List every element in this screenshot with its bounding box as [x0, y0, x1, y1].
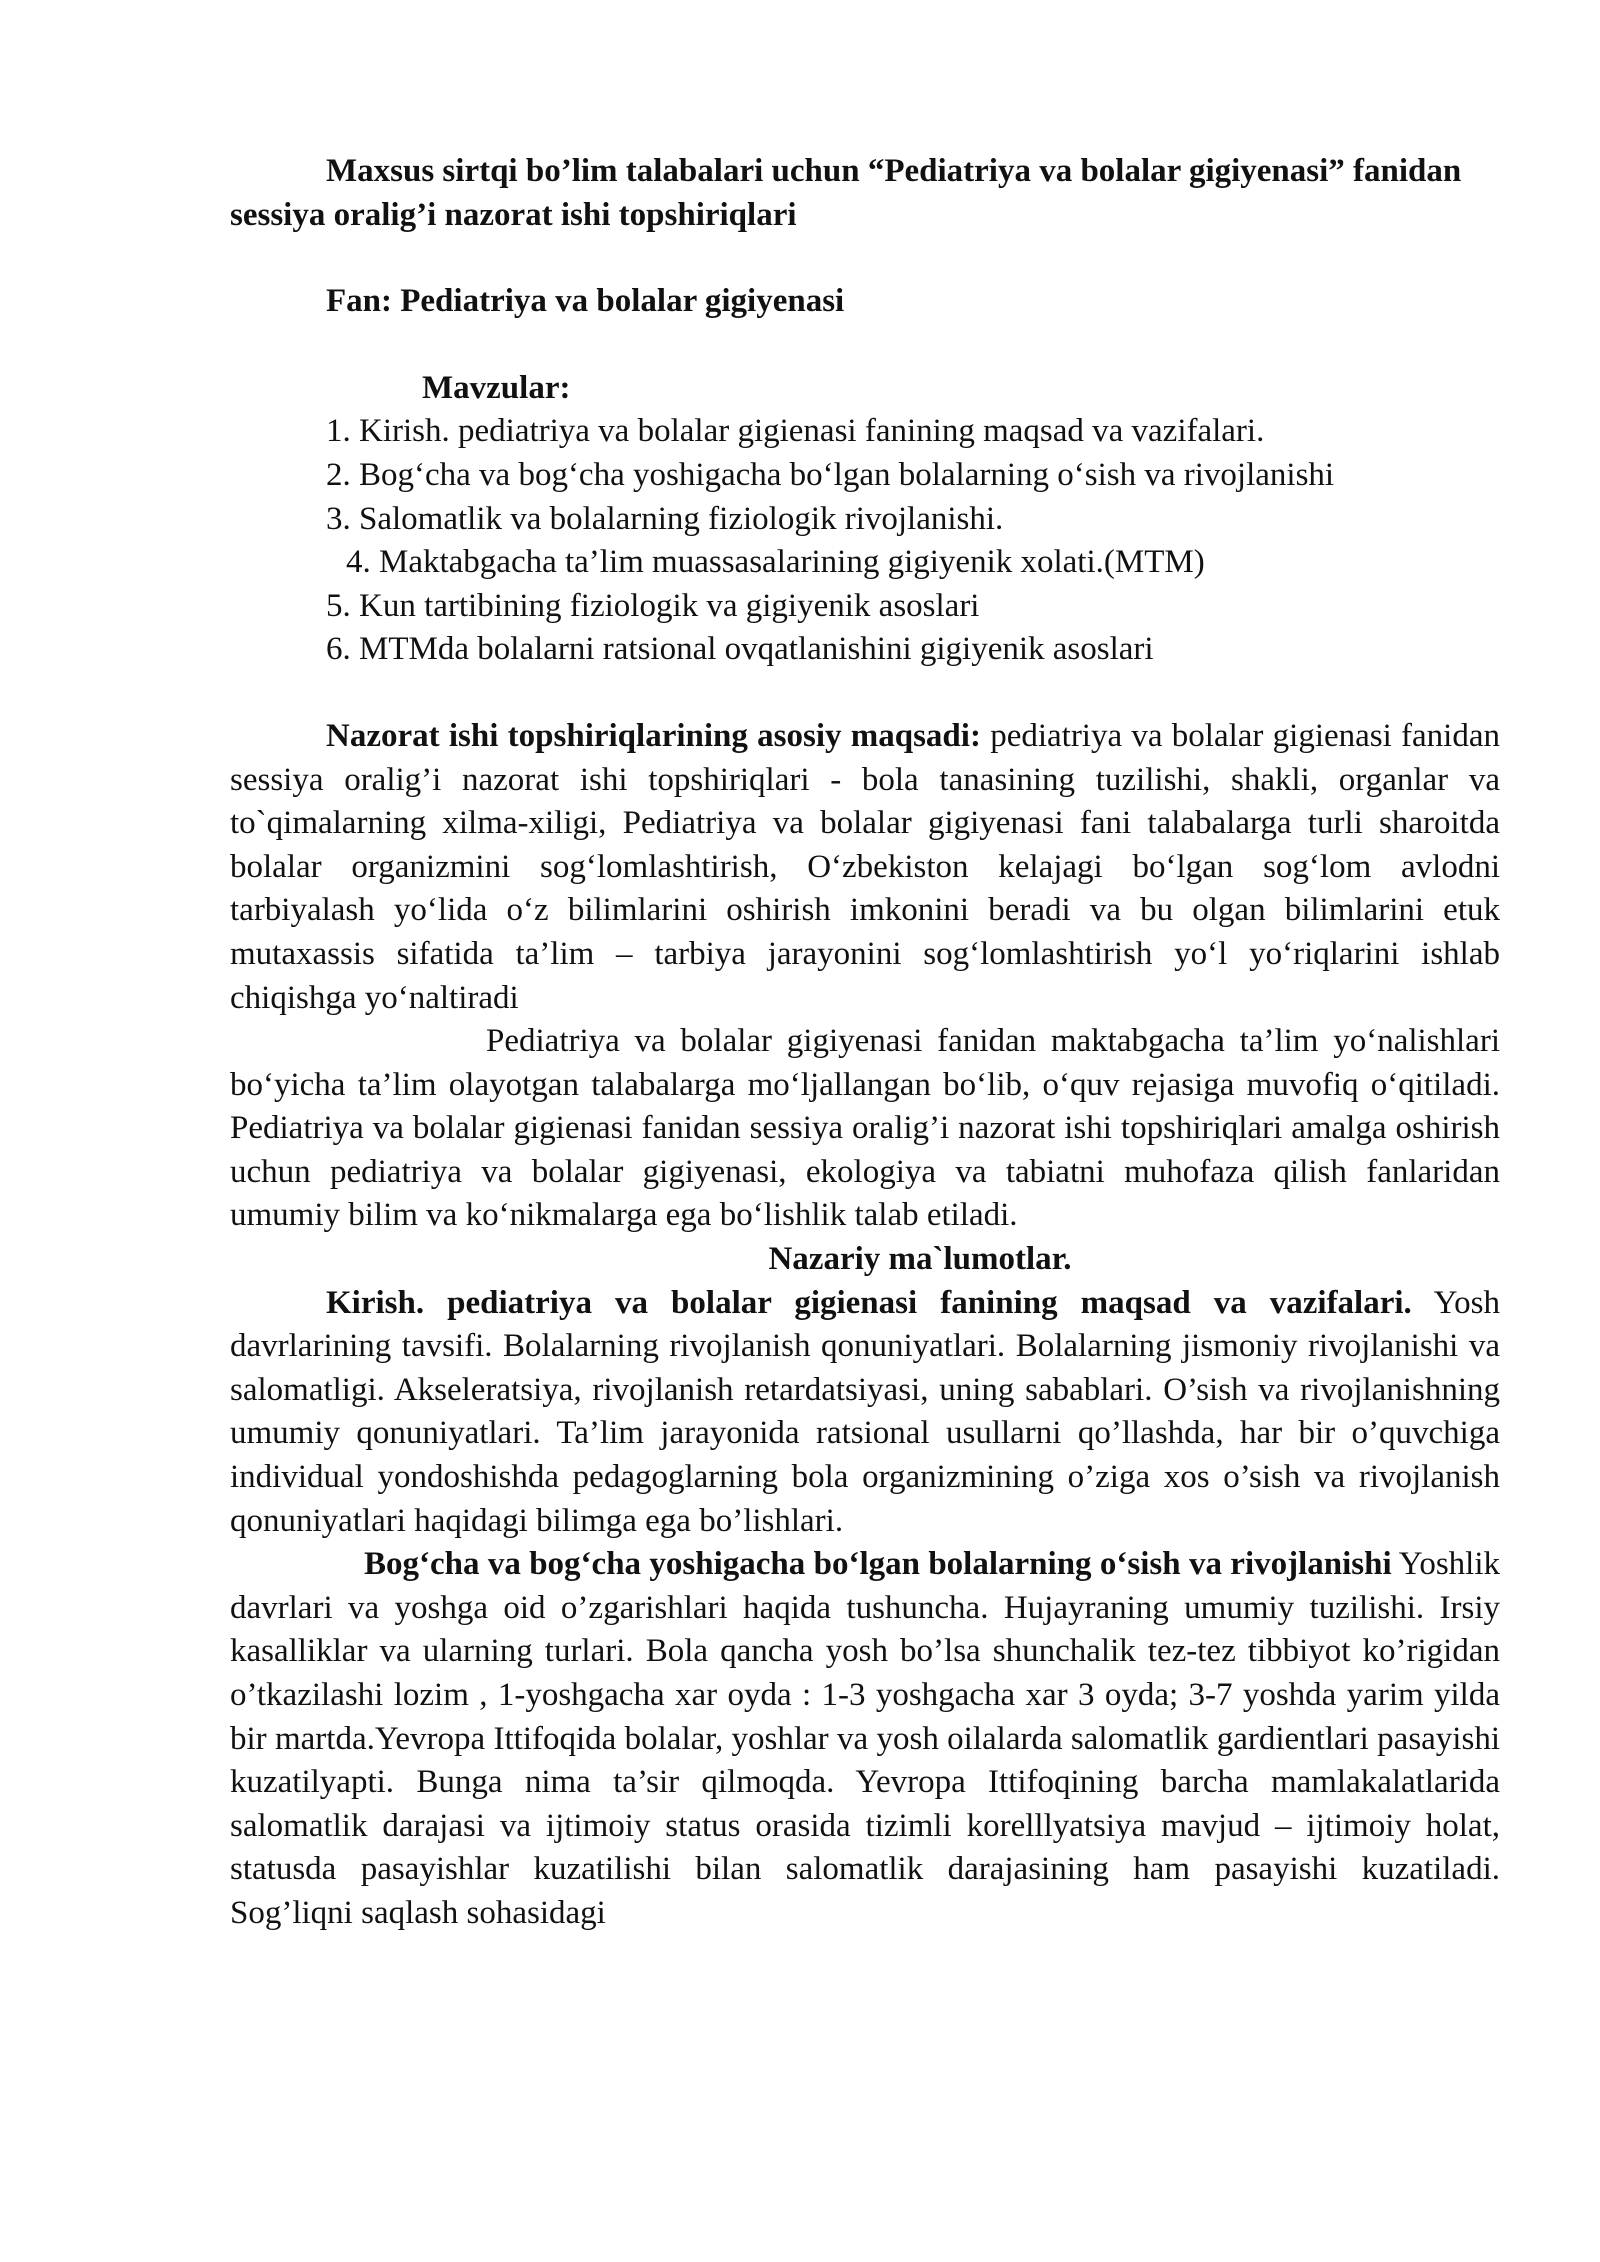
section1-lead: Kirish. pediatriya va bolalar gigienasi fanining maqsad va vazifalari.	[326, 1284, 1412, 1321]
topic-item: 5. Kun tartibining fiziologik va gigiyenik asoslari	[326, 587, 980, 624]
topic-item: 3. Salomatlik va bolalarning fiziologik rivojlanishi.	[326, 500, 1004, 537]
aim-lead: Nazorat ishi topshiriqlarining asosiy maqsadi:	[326, 717, 981, 754]
aim-paragraph	[230, 715, 1500, 1020]
topic-item: 4. Maktabgacha ta’lim muassasalarining gigiyenik xolati.(MTM)	[346, 544, 1205, 581]
topics-heading: Mavzular:	[422, 369, 571, 406]
section-heading: Nazariy ma`lumotlar.	[768, 1241, 1072, 1278]
section1-paragraph	[230, 1282, 1500, 1544]
course-paragraph: Pediatriya va bolalar gigiyenasi fanidan maktabgacha ta’lim yo‘nalishlari bo‘yicha ta’lim olayotgan talabalarga mo‘ljallangan bo‘lib, o‘quv rejasiga muvofiq o‘qitiladi. Pediatriya va bolalar gigienasi fanidan sessiya oralig’i nazorat ishi topshiriqlari amalga oshirish uchun pediatriya va bolalar gigiyenasi, ekologiya va tabiatni muhofaza qilish fanlaridan umumiy bilim va ko‘nikmalarga ega bo‘lishlik talab etiladi.	[230, 1023, 1500, 1234]
aim-text: pediatriya va bolalar gigienasi fanidan sessiya oralig’i nazorat ishi topshiriqlari - bola tanasining tuzilishi, shakli, organlar va to`qimalarning xilma-xiligi, Pediatriya va bolalar gigiyenasi fani talabalarga turli sharoitda bolalar organizmini sog‘lomlashtirish, O‘zbekiston kelajagi bo‘lgan sog‘lom avlodni tarbiyalash yo‘lida o‘z bilimlarini oshirish imkonini beradi va bu olgan bilimlarini etuk mutaxassis sifatida ta’lim – tarbiya jarayonini sog‘lomlashtirish yo‘l yo‘riqlarini ishlab chiqishga yo‘naltiradi	[230, 717, 1500, 1016]
topics-list	[230, 410, 1500, 672]
topic-item: 2. Bog‘cha va bog‘cha yoshigacha bo‘lgan bolalarning o‘sish va rivojlanishi	[326, 456, 1335, 493]
section2-paragraph	[230, 1543, 1500, 1935]
subject-line: Fan: Pediatriya va bolalar gigiyenasi	[326, 283, 845, 320]
section2-text: Yoshlik davrlari va yoshga oid o’zgarishlari haqida tushuncha. Hujayraning umumiy tuzilishi. Irsiy kasalliklar va ularning turlari. Bola qancha yosh bo’lsa shunchalik tez-tez tibbiyot ko’rigidan o’tkazilashi lozim , 1-yoshgacha xar oyda : 1-3 yoshgacha xar 3 oyda; 3-7 yoshda yarim yilda bir martda.Yevropa Ittifoqida bolalar, yoshlar va yosh oilalarda salomatlik gardientlari pasayishi kuzatilyapti. Bunga nima ta’sir qilmoqda. Yevropa Ittifoqining barcha mamlakalatlarida salomatlik darajasi va ijtimoiy status orasida tizimli korelllyatsiya mavjud – ijtimoiy holat, statusda pasayishlar kuzatilishi bilan salomatlik darajasining ham pasayishi kuzatiladi. Sog’liqni saqlash sohasidagi	[230, 1546, 1500, 1931]
spacer	[230, 672, 1500, 715]
document-page	[230, 150, 1500, 1936]
document-title: Maxsus sirtqi bo’lim talabalari uchun “Pediatriya va bolalar gigiyenasi” fanidan sessiya oralig’i nazorat ishi topshiriqlari	[230, 153, 1462, 233]
topic-item: 6. MTMda bolalarni ratsional ovqatlanishini gigiyenik asoslari	[326, 631, 1154, 668]
spacer	[230, 237, 1500, 280]
topic-item: 1. Kirish. pediatriya va bolalar gigienasi fanining maqsad va vazifalari.	[326, 413, 1265, 450]
section2-lead: Bog‘cha va bog‘cha yoshigacha bo‘lgan bolalarning o‘sish va rivojlanishi	[364, 1546, 1392, 1583]
spacer	[230, 324, 1500, 367]
section1-text: Yosh davrlarining tavsifi. Bolalarning rivojlanish qonuniyatlari. Bolalarning jismoniy rivojlanishi va salomatligi. Akseleratsiya, rivojlanish retardatsiyasi, uning sabablari. O’sish va rivojlanishning umumiy qonuniyatlari. Ta’lim jarayonida ratsional usullarni qo’llashda, har bir o’quvchiga individual yondoshishda pedagoglarning bola organizmining o’ziga xos o’sish va rivojlanish qonuniyatlari haqidagi bilimga ega bo’lishlari.	[230, 1284, 1500, 1539]
